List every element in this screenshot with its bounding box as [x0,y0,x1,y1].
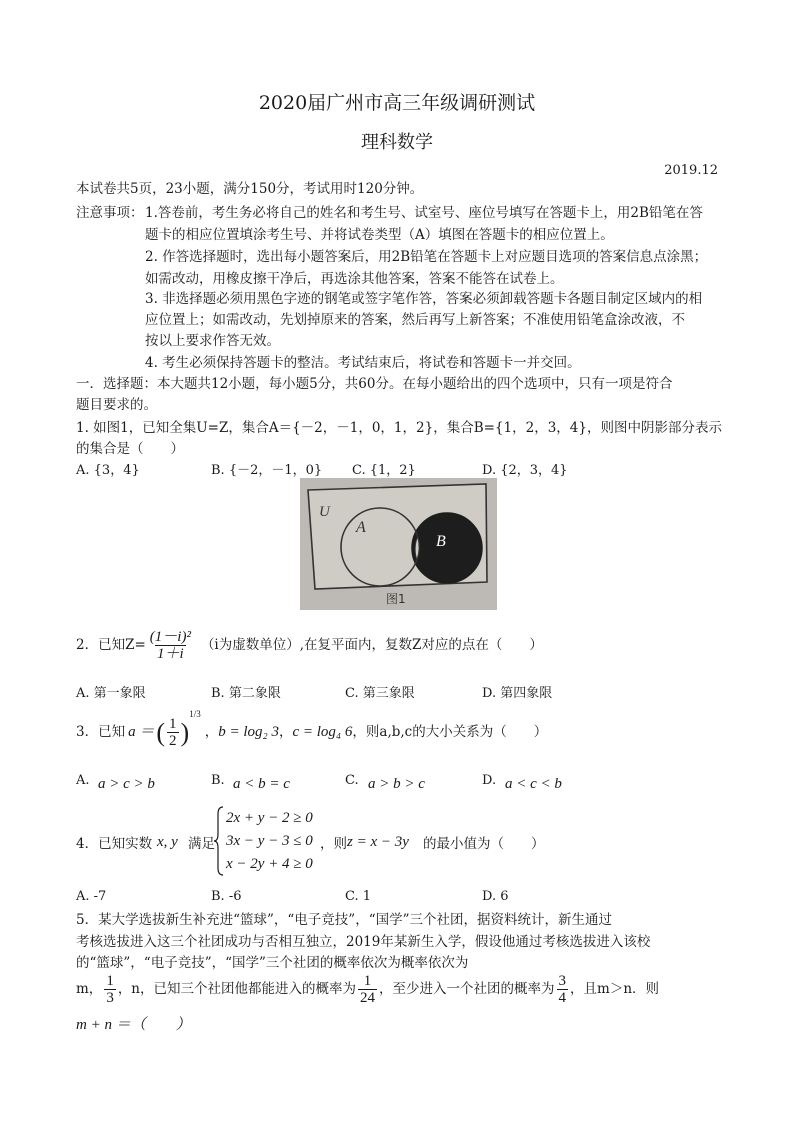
q2-option-c: C. 第三象限 [345,686,415,701]
q4-prefix: 4．已知实数 [76,836,153,852]
q3-suffix: ，则a,b,c的大小关系为（ ） [352,724,548,740]
q3-option-b-letter: B. [211,773,225,788]
q3-exponent: 1/3 [189,709,201,719]
q2-option-d: D. 第四象限 [482,686,553,701]
q4-option-b: B. -6 [211,889,242,904]
q2-option-a: A. 第一象限 [76,686,146,701]
q3-option-c: a > b > c [368,776,425,792]
q2-suffix: （i为虚数单位）,在复平面内，复数Z对应的点在（ ） [200,637,543,653]
q5-f1-num: 1 [106,973,114,989]
q3-option-c-letter: C. [345,773,359,788]
notice-1-line-1: 1.答卷前，考生务必将自己的姓名和考生号、试室号、座位号填写在答题卡上，用2B铅笔在答 [145,205,703,221]
exam-subject: 理科数学 [361,132,433,153]
q2-numerator: (1－i)² [149,629,191,645]
q4-option-d: D. 6 [482,889,509,904]
notice-1-line-2: 题卡的相应位置填涂考生号、并将试卷类型（A）填图在答题卡的相应位置上。 [145,227,614,243]
q5-part-mid: ，至少进入一个社团的概率为 [379,981,555,997]
q2-prefix: 2．已知Z= [76,637,146,653]
q1-line-1: 1. 如图1，已知全集U=Z，集合A＝{－2，－1，0，1，2}，集合B={1，2，3，4}，则图中阴影部分表示 [76,420,722,436]
q5-fraction-1 [104,973,116,1006]
q5-part-n: ，n，已知三个社团他都能进入的概率为 [117,981,357,997]
exam-title: 2020届广州市高三年级调研测试 [258,92,536,114]
q3-paren-open: ( [156,718,166,747]
q4-then: ，则 [320,836,347,852]
venn-diagram-figure [300,478,497,610]
q5-f1-den: 3 [106,990,114,1006]
q4-brace-svg [213,806,225,876]
q2-option-b: B. 第二象限 [211,686,281,701]
notice-3-line-1: 3. 非选择题必须用黑色字迹的钢笔或签字笔作答，答案必须卸载答题卡各题目制定区域内的相 [145,291,703,307]
q5-f3-den: 4 [558,990,567,1006]
q5-line-3: 的“篮球”，“电子竞技”，“国学”三个社团的概率依次为概率依次为 [76,955,469,971]
q1-option-c: C. {1，2} [352,463,416,478]
notice-3-line-2: 应位置上；如需改动，先划掉原来的答案，然后再写上新答案；不准使用铅笔盒涂改液，不 [145,312,685,328]
q4-objective: z = x − 3y [347,834,409,850]
q5-line-1: 5．某大学选拔新生补充进“篮球”，“电子竞技”，“国学”三个社团，据资料统计，新生通过 [76,912,612,928]
set-b-circle [412,513,482,583]
q1-option-d: D. {2，3，4} [482,463,568,478]
q4-option-c: C. 1 [345,889,372,904]
q5-fraction-2 [358,973,377,1006]
notice-3-line-3: 按以上要求作答无效。 [145,333,280,349]
q1-option-b: B. {－2，－1，0} [211,463,323,478]
q3-sep-1: ， [204,724,219,740]
q3-prefix: 3．已知 [76,724,126,740]
exam-date: 2019.12 [664,163,718,178]
label-u: U [319,504,330,520]
figure-caption: 图1 [386,592,406,606]
venn-diagram-svg [300,478,497,610]
q5-fraction-3 [557,973,569,1006]
q4-brace [213,806,225,876]
q4-mid: 满足 [188,836,215,852]
q3-stem [76,709,548,749]
q3-option-a: a > c > b [98,776,155,792]
q3-half-num: 1 [169,716,177,732]
q4-option-a: A. -7 [76,889,107,904]
q3-sep-2: ， [278,724,293,740]
q4-vars: x, y [157,834,178,850]
q5-f2-num: 1 [363,973,372,989]
q1-option-a: A. {3，4} [76,463,140,478]
q3-a-lhs: a ＝ [128,724,155,740]
q3-paren-close: ) [180,718,190,747]
notice-2-line-2: 如需改动，用橡皮擦干净后，再选涂其他答案，答案不能答在试卷上。 [145,271,564,287]
q3-half-den: 2 [169,733,177,749]
q4-constraint-1: 2x + y − 2 ≥ 0 [226,810,313,826]
q5-f2-den: 24 [360,990,376,1006]
q5-part-m: m， [76,981,103,997]
q5-f3-num: 3 [558,973,567,989]
q1-line-2: 的集合是（ ） [76,441,184,457]
notice-4-line-1: 4. 考生必须保持答题卡的整洁。考试结束后，将试卷和答题卡一并交回。 [145,355,581,371]
q2-denominator: 1＋i [157,646,184,662]
notice-2-line-1: 2. 作答选择题时，选出每小题答案后，用2B铅笔在答题卡上对应题目选项的答案信息点涂黑； [145,249,708,265]
q5-line-4 [76,973,659,1006]
q3-half [167,716,179,749]
q3-option-a-letter: A. [76,773,90,788]
q4-constraint-2: 3x − y − 3 ≤ 0 [226,833,313,849]
q3-c: c = log₄ 6 [292,724,353,740]
q2-fraction [148,629,193,662]
q3-option-d: a < c < b [505,776,562,792]
intro-text: 本试卷共5页，23小题，满分150分，考试用时120分钟。 [76,181,424,197]
q4-brace-path [214,807,223,875]
label-a: A [356,519,366,536]
section-1-line-2: 题目要求的。 [76,397,157,413]
q3-b: b = log₂ 3 [218,724,279,740]
q3-option-b: a < b = c [233,776,290,792]
q5-line-2: 考核选拔进入这三个社团成功与否相互独立，2019年某新生入学，假设他通过考核选拔进入该校 [76,934,651,950]
q3-option-d-letter: D. [482,773,497,788]
q4-suffix: 的最小值为（ ） [423,836,545,852]
q4-constraint-3: x − 2y + 4 ≥ 0 [226,856,313,872]
notice-label: 注意事项： [76,205,144,221]
q2-stem [76,629,543,662]
q5-last-line: m + n ＝（ ） [76,1017,191,1033]
section-1-line-1: 一．选择题：本大题共12小题，每小题5分，共60分。在每小题给出的四个选项中，只有一项是符合 [76,376,673,392]
label-b: B [436,533,446,550]
q5-part-end: ，且m＞n．则 [570,981,660,997]
